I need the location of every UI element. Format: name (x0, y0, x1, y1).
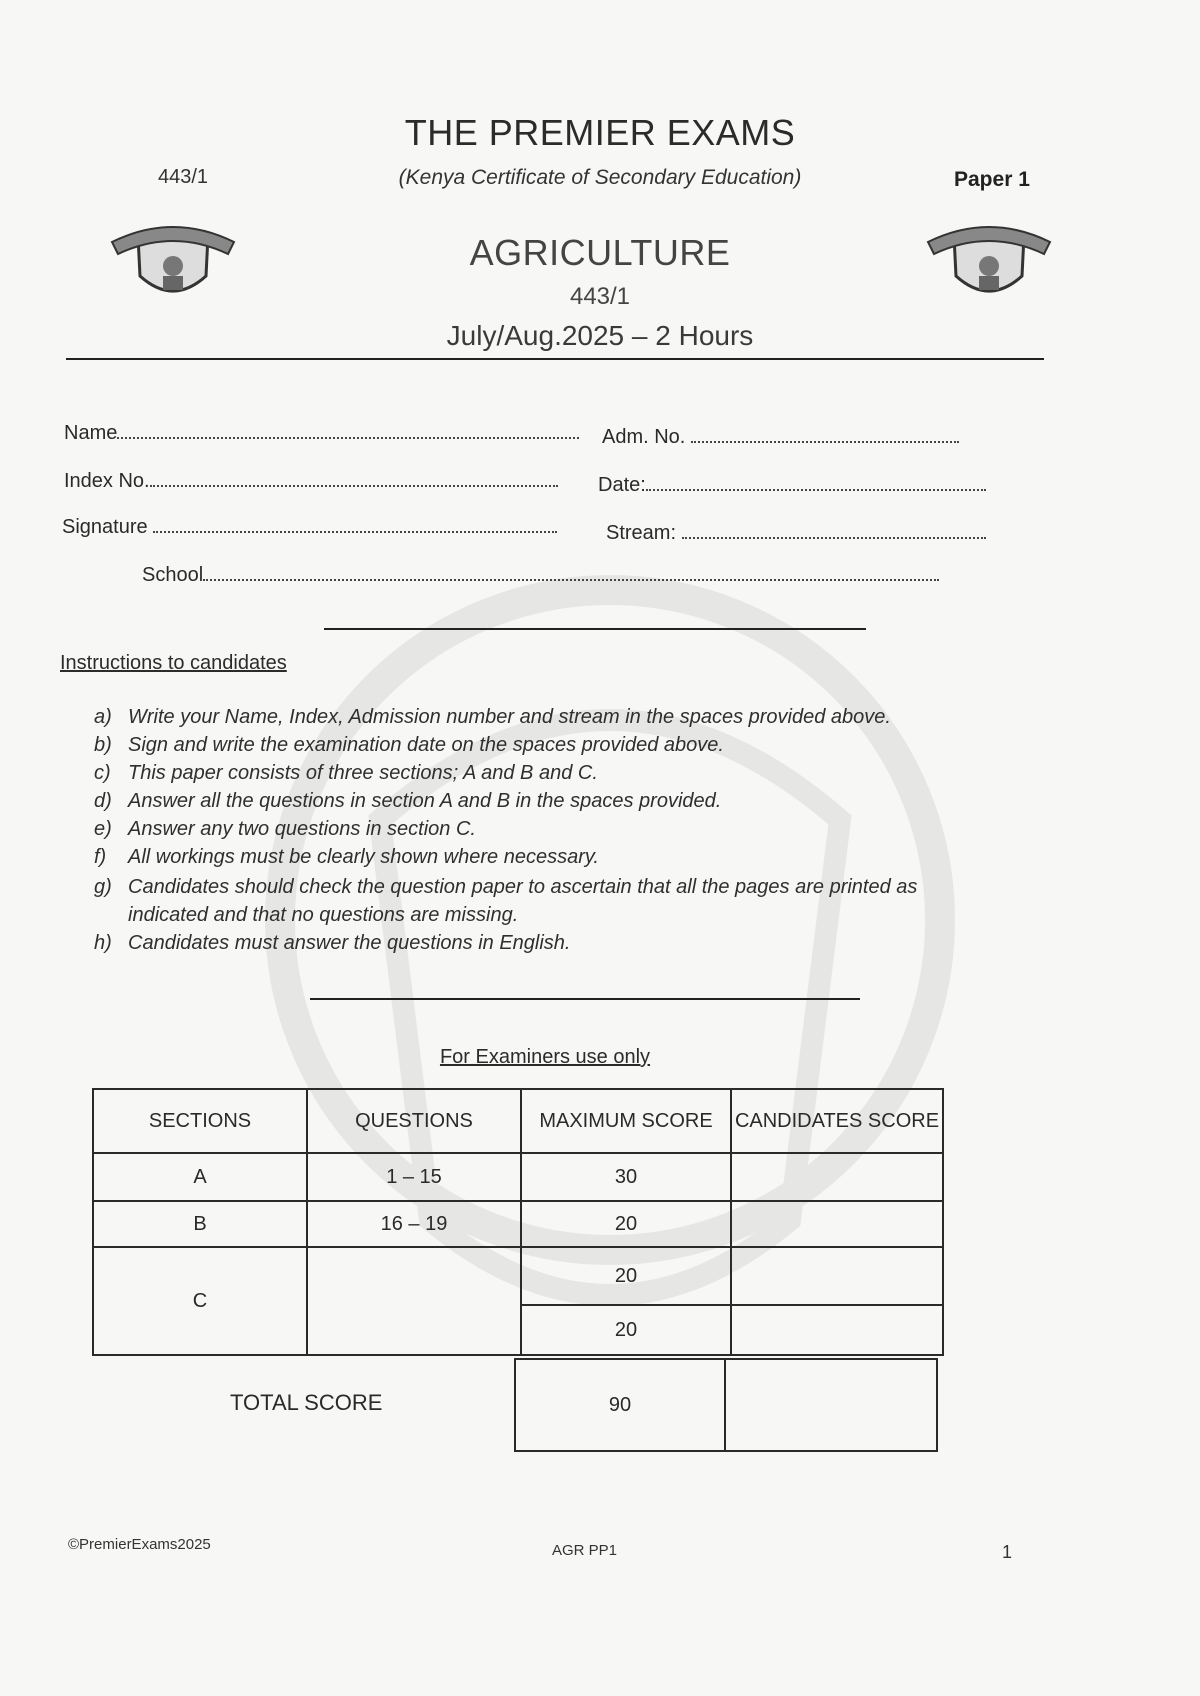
instructions-heading: Instructions to candidates (60, 652, 287, 674)
exam-duration: July/Aug.2025 – 2 Hours (446, 320, 754, 351)
paper-code-left: 443/1 (158, 166, 209, 188)
questions-cell (307, 1247, 521, 1355)
section-cell: C (93, 1247, 307, 1355)
section-cell: A (93, 1153, 307, 1201)
table-row (93, 1153, 943, 1201)
subject-code: 443/1 (569, 283, 631, 310)
name-label: Name (64, 422, 118, 444)
table-row (93, 1201, 943, 1247)
adm-no-field[interactable] (602, 426, 959, 449)
instruction-item: c) This paper consists of three sections; A and B and C. (94, 762, 598, 784)
signature-field[interactable] (62, 516, 557, 539)
instructions-divider (310, 998, 860, 1000)
candidate-score-cell[interactable] (731, 1305, 943, 1355)
signature-label: Signature (62, 516, 148, 538)
candidate-score-cell[interactable] (731, 1247, 943, 1305)
subject-title: AGRICULTURE (469, 232, 731, 273)
total-candidate-cell[interactable] (725, 1359, 937, 1451)
fields-divider (324, 628, 866, 630)
exam-title: THE PREMIER EXAMS (404, 112, 796, 153)
examiner-score-table (92, 1088, 944, 1356)
exam-subtitle: (Kenya Certificate of Secondary Education) (398, 166, 802, 189)
footer-code: AGR PP1 (552, 1542, 618, 1559)
instruction-item: a) Write your Name, Index, Admission number and stream in the spaces provided above. (94, 706, 891, 728)
max-score-cell: 20 (521, 1201, 731, 1247)
instruction-item: b) Sign and write the examination date on the spaces provided above. (94, 734, 724, 756)
questions-cell: 1 – 15 (307, 1153, 521, 1201)
stream-field[interactable] (606, 522, 986, 545)
total-score-table (514, 1358, 938, 1452)
column-header: MAXIMUM SCORE (521, 1089, 731, 1153)
candidate-score-cell[interactable] (731, 1153, 943, 1201)
page-number: 1 (1002, 1542, 1013, 1562)
instruction-item: d) Answer all the questions in section A and B in the spaces provided. (94, 790, 722, 812)
date-field[interactable] (598, 474, 986, 497)
column-header: CANDIDATES SCORE (731, 1089, 943, 1153)
max-score-cell: 30 (521, 1153, 731, 1201)
school-field[interactable] (142, 564, 939, 587)
total-score-label: TOTAL SCORE (230, 1390, 383, 1415)
examiner-heading: For Examiners use only (439, 1046, 651, 1068)
column-header: QUESTIONS (307, 1089, 521, 1153)
date-label: Date: (598, 474, 646, 496)
stream-label: Stream: (606, 522, 677, 544)
instruction-item: e) Answer any two questions in section C. (94, 818, 476, 840)
table-row (93, 1247, 943, 1305)
questions-cell: 16 – 19 (307, 1201, 521, 1247)
instruction-item-continuation: indicated and that no questions are missing. (128, 904, 519, 926)
total-max-cell: 90 (515, 1359, 725, 1451)
index-no-label: Index No. (64, 470, 150, 492)
paper-number: Paper 1 (954, 168, 1030, 191)
adm-no-label: Adm. No. (602, 426, 686, 448)
index-no-field[interactable] (64, 470, 558, 493)
instruction-item: f) All workings must be clearly shown where necessary. (94, 846, 599, 868)
instruction-item: h) Candidates must answer the questions in English. (94, 932, 571, 954)
instruction-item: g) Candidates should check the question paper to ascertain that all the pages are printed as (94, 876, 918, 898)
max-score-cell: 20 (521, 1305, 731, 1355)
max-score-cell: 20 (521, 1247, 731, 1305)
section-cell: B (93, 1201, 307, 1247)
school-label: School (142, 564, 204, 586)
candidate-score-cell[interactable] (731, 1201, 943, 1247)
header-divider (66, 358, 1044, 360)
name-field[interactable] (64, 422, 579, 445)
column-header: SECTIONS (93, 1089, 307, 1153)
footer-copyright: ©PremierExams2025 (68, 1536, 211, 1553)
